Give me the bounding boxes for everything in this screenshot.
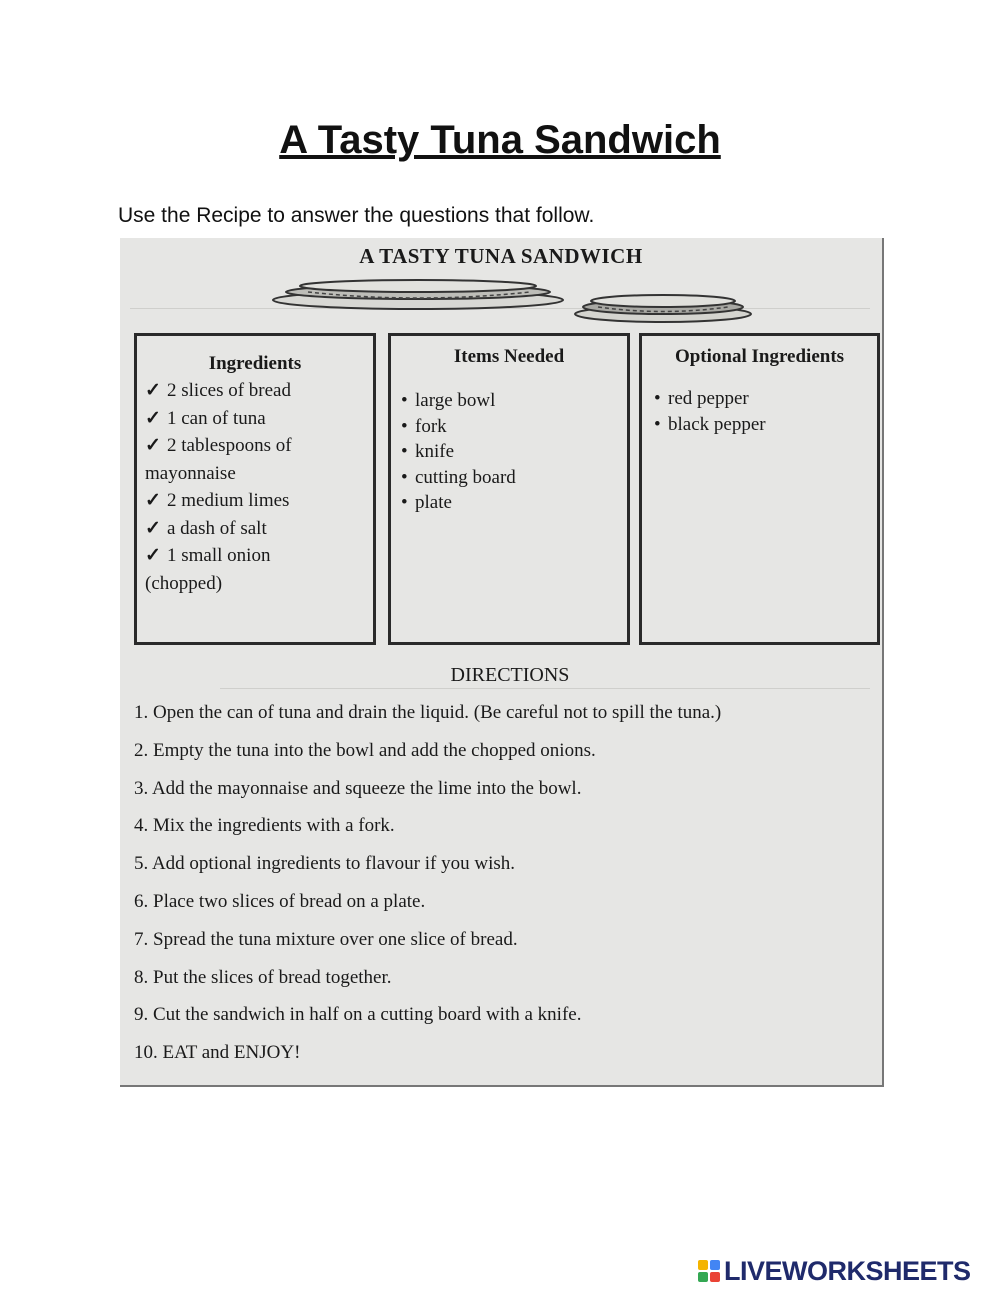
item-needed: • fork [401, 415, 447, 437]
optional-list [642, 386, 877, 437]
ingredient-item: ✓ 1 small onion [145, 542, 373, 570]
direction-step: 4. Mix the ingredients with a fork. [134, 815, 395, 837]
ingredient-item: ✓ 2 medium limes [145, 487, 373, 515]
instruction-text: Use the Recipe to answer the questions that follow. [118, 204, 595, 227]
item-needed: • large bowl [401, 390, 496, 411]
logo-tile [698, 1272, 708, 1282]
logo-text: LIVEWORKSHEETS [724, 1255, 971, 1286]
direction-step: 3. Add the mayonnaise and squeeze the lime into the bowl. [134, 777, 582, 799]
ingredient-item: ✓ 1 can of tuna [145, 405, 373, 433]
check-icon: ✓ [145, 517, 161, 539]
ingredient-item-continued: (chopped) [145, 572, 223, 594]
item-needed: • plate [401, 492, 452, 513]
direction-step: 2. Empty the tuna into the bowl and add the chopped onions. [134, 739, 596, 761]
ingredient-item: ✓ a dash of salt [145, 515, 373, 543]
check-icon: ✓ [145, 490, 161, 511]
items-needed-list [391, 388, 627, 516]
logo-tile [698, 1260, 708, 1270]
check-icon: ✓ [145, 545, 161, 566]
check-icon: ✓ [145, 380, 161, 401]
direction-step: 1. Open the can of tuna and drain the liquid. (Be careful not to spill the tuna.) [134, 702, 722, 723]
direction-step: 9. Cut the sandwich in half on a cutting board with a knife. [134, 1004, 582, 1026]
logo-tile [710, 1260, 720, 1270]
direction-step: 5. Add optional ingredients to flavour if you wish. [134, 853, 516, 875]
item-needed: • knife [401, 441, 455, 462]
logo-tile [710, 1272, 720, 1282]
ingredients-heading: Ingredients [208, 353, 302, 374]
bleed-line [220, 688, 870, 689]
items-needed-box [388, 333, 630, 645]
ingredients-box [134, 333, 376, 645]
directions-heading: DIRECTIONS [450, 664, 570, 686]
ingredient-item-continued: mayonnaise [145, 462, 236, 484]
check-icon: ✓ [145, 407, 161, 429]
ingredient-item: ✓ 2 slices of bread [145, 377, 373, 405]
direction-step: 7. Spread the tuna mixture over one slice of bread. [134, 928, 518, 950]
recipe-scan [120, 238, 884, 1087]
optional-item: • black pepper [654, 413, 766, 435]
direction-step: 6. Place two slices of bread on a plate. [134, 890, 426, 912]
check-icon: ✓ [145, 435, 161, 456]
ingredients-list [137, 377, 373, 597]
direction-step: 8. Put the slices of bread together. [134, 966, 392, 988]
optional-ingredients-box [639, 333, 880, 645]
sandwich-illustration [268, 274, 758, 328]
recipe-title: A TASTY TUNA SANDWICH [359, 244, 643, 268]
directions-list [134, 702, 721, 1080]
optional-item: • red pepper [654, 388, 749, 409]
logo-tiles-icon [698, 1260, 720, 1282]
ingredient-item: ✓ 2 tablespoons of [145, 432, 373, 460]
page-title: A Tasty Tuna Sandwich [279, 118, 721, 162]
optional-heading: Optional Ingredients [674, 346, 845, 367]
items-needed-heading: Items Needed [453, 346, 565, 367]
liveworksheets-logo[interactable] [698, 1256, 971, 1286]
direction-step: 10. EAT and ENJOY! [134, 1042, 301, 1064]
item-needed: • cutting board [401, 466, 516, 488]
